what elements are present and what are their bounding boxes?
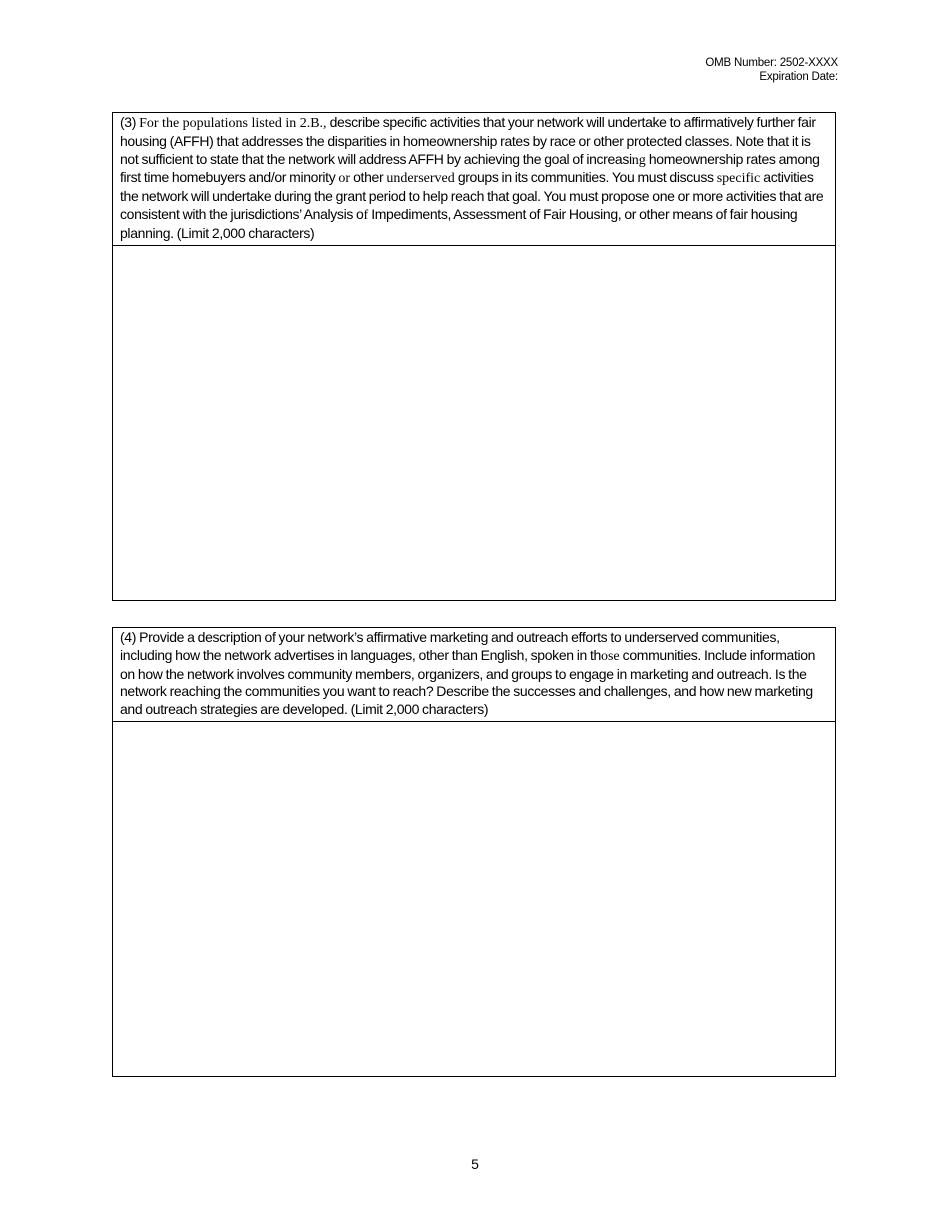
question-4-box (112, 627, 836, 1077)
question-3-text-serif: For the populations listed in 2.B., (139, 116, 327, 131)
question-4-text: (4) Provide a description of your network’s affirmative marketing and outreach efforts to underserved communities, including how the network advertises in languages, other than English, spoken in th (120, 629, 780, 663)
question-3-prompt (113, 113, 835, 246)
question-4-text-serif: ose (600, 648, 620, 664)
question-4-text: communities. Include information on how the network involves community members, organizers, and groups to engage in marketing and outreach. Is the network reaching the communities you want to reach? Describe the successes and challenges, and how new marketing and outreach strategies are developed. (Limit 2,000 characters) (120, 646, 816, 718)
question-3-text: homeownership rates among first time homebuyers and/or minority (120, 150, 820, 186)
page-header (705, 56, 838, 84)
question-3-box (112, 112, 836, 601)
page-number: 5 (471, 1156, 479, 1172)
question-3-text: other (353, 169, 384, 186)
expiration-date: Expiration Date: (759, 71, 838, 83)
question-3-text: activities the network will undertake during the grant period to help reach that goal. You must propose one or more activities that are consistent with the jurisdictions’ Analysis o (120, 169, 824, 222)
question-4-answer-field[interactable] (113, 722, 835, 1076)
question-3-text: describe specific activities that your network will undertake to affirmatively further fair housing (AFFH) that addresses the disparities in homeownership rates by race or other protected classes. Note that it is not sufficient to state that the network will address AFFH by achieving the goal of increasi (120, 114, 816, 167)
omb-number: OMB Number: 2502-XXXX (705, 57, 838, 69)
question-3-text-serif: or (338, 171, 351, 187)
question-3-text-serif: underserved (386, 171, 455, 187)
question-3-text-serif: ng (631, 152, 646, 168)
question-4-prompt (113, 628, 835, 722)
question-3-text-serif: f (363, 207, 369, 223)
question-3-answer-field[interactable] (113, 246, 835, 600)
question-3-text: groups in its communities. You must discuss (457, 169, 714, 186)
question-3-text-serif: specific (716, 171, 761, 187)
question-3-label: (3) (120, 114, 137, 130)
question-3-text: Impediments, Assessment of Fair Housing, or other means of fair housing planning. (Limit 2,000 characters) (120, 205, 798, 241)
